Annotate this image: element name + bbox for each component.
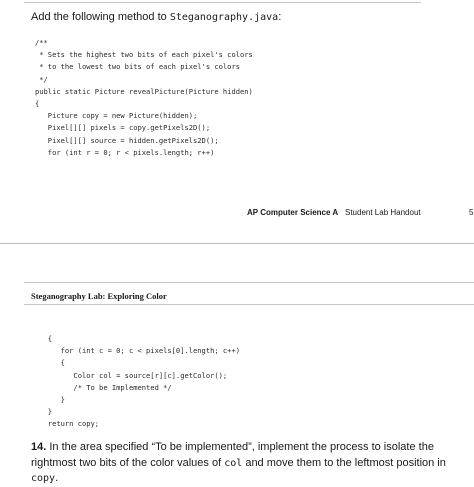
code-line: for (int c = 0; c < pixels[0].length; c++)	[35, 346, 240, 356]
code-line: Pixel[][] pixels = copy.getPixels2D();	[35, 123, 211, 133]
page-break-rule	[0, 243, 474, 244]
code-line: return copy;	[35, 419, 100, 429]
question-text-part3: .	[55, 472, 59, 484]
question-number: 14.	[31, 441, 47, 453]
code-line: {	[35, 358, 65, 368]
code-line: {	[35, 99, 40, 109]
code-line: * to the lowest two bits of each pixel's colors	[35, 62, 240, 72]
code-line: for (int r = 0; r < pixels.length; r++)	[35, 147, 215, 157]
lab-title: Steganography Lab: Exploring Color	[31, 291, 167, 301]
lab-title-top-rule	[24, 282, 474, 283]
code-block-1	[35, 37, 253, 159]
question-14	[31, 440, 451, 487]
code-line: Pixel[][] source = hidden.getPixels2D();	[35, 135, 219, 145]
question-text-part1: In the area specified “To be implemented”, implement the process to isolate the rightmost two bits of the color values of	[31, 441, 434, 469]
code-line: */	[35, 74, 48, 84]
code-line: }	[35, 395, 65, 405]
question-code-col: col	[224, 457, 243, 469]
code-line: Color col = source[r][c].getColor();	[35, 370, 228, 380]
question-code-copy: copy	[31, 473, 56, 484]
lab-title-bottom-rule	[24, 304, 474, 305]
instruction-colon: :	[278, 11, 282, 23]
code-line: public static Picture revealPicture(Picture hidden)	[35, 86, 253, 96]
instruction-text: Add the following method to	[31, 11, 170, 23]
question-text-part2: and move them to the leftmost position in	[242, 456, 446, 469]
code-line: * Sets the highest two bits of each pixel's colors	[35, 50, 253, 60]
code-line: {	[35, 334, 53, 343]
instruction-line	[31, 11, 281, 23]
instruction-filename: Steganography.java	[169, 12, 279, 23]
footer-page-number: 5	[469, 208, 474, 217]
code-line: Picture copy = new Picture(hidden);	[35, 111, 198, 121]
footer-handout: Student Lab Handout	[345, 208, 421, 217]
top-rule	[24, 2, 421, 3]
code-block-2	[35, 333, 240, 431]
code-line: /**	[35, 38, 48, 47]
code-line: }	[35, 407, 53, 417]
footer-course: AP Computer Science A	[247, 208, 339, 217]
code-line: /* To be Implemented */	[35, 382, 172, 392]
